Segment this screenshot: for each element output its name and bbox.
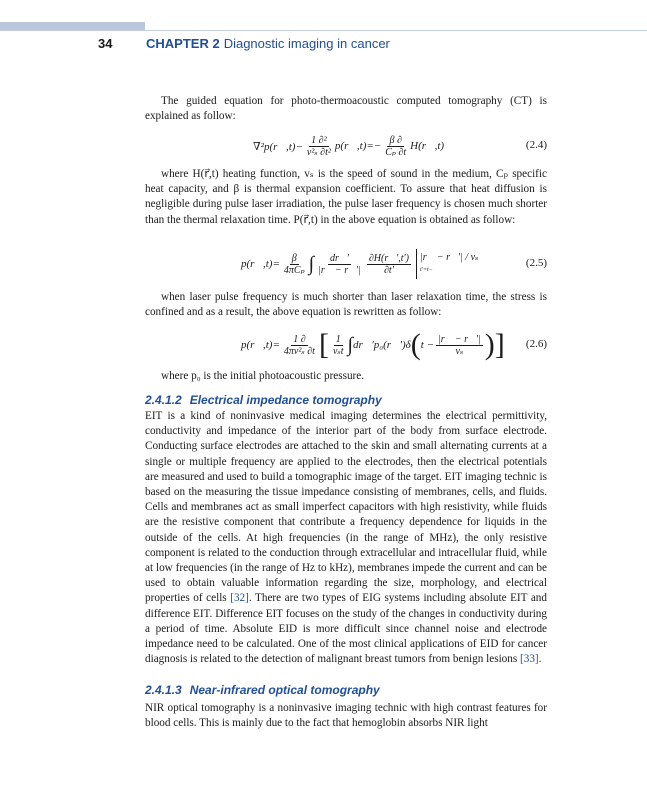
eq24-lhs: ∇²p(r⃗,t)− <box>253 140 303 153</box>
eq25-lhs: p(r⃗,t)= <box>241 258 280 270</box>
equation-2-6 <box>145 327 547 363</box>
eq25-number: (2.5) <box>525 257 547 269</box>
para-nir: NIR optical tomography is a noninvasive imaging technic with high contrast features for blood cells. This is mainly due to the fact that hemoglobin absorbs NIR light <box>145 702 547 730</box>
eq25-frac3: $\frac{\partial H(r⃗',t')}{\partial t'}$ <box>368 252 410 276</box>
eq24-frac2: $\frac{\beta \partial}{\text{Cₚ ∂t}}$ <box>385 134 407 158</box>
section-title: Electrical impedance tomography <box>189 393 382 407</box>
eq26-frac2: $\frac{1}{\text{vₛt}}$ <box>332 333 344 357</box>
intro-paragraph: The guided equation for photo-thermoacoustic computed tomography (CT) is explained as follow: <box>145 95 547 123</box>
eq24-rhs: H(r⃗,t) <box>410 140 445 152</box>
eq25-frac1: $\frac{\beta}{\text{4πCₚ}}$ <box>283 252 305 276</box>
section-title: Near-infrared optical tomography <box>189 683 380 697</box>
eq26-right-bracket: ] <box>494 328 505 361</box>
section-heading-eit <box>145 393 382 407</box>
running-header <box>0 36 647 54</box>
para-eit: EIT is a kind of noninvasive medical imaging determines the electrical permittivity, conductivity and impedance of the interior part of the body from surface electrode. Conducting surface electrodes are attached to the skin and small alternating currents at a single or multiple frequency are applied to the electrodes, then the electrical potentials are measured and used to build a tomographic image of the target. EIT imaging technic is based on the measuring the tissue impedance consisting of membranes, cells, and fluids. Cells and membranes act as small imperfect capacitors with high resistivity, while fluids are the resistive component that contribute a frequency dependence for liquids in the outside of the cells. At high frequencies (in the range of MHz), the only resistive component is related to the conduction through extracellular and intracellular fluid, while at low frequencies (in the range of Hz to kHz), membranes impede the current and can be used to obtain valuable information regarding the size, morphology, and electrical properties of cells [32]. There are two types of EIG systems including absolute EIT and difference EIT. Difference EIT focuses on the study of the changes in conductivity during a period of time. Absolute EID is more difficult since channel noise and electrode impedance need to be calculated. One of the most clinical applications of EID for cancer diagnosis is related to the detection of malignant breast tumors from benign lesions [33]. <box>145 410 547 666</box>
eq26-inner: dr⃗′p₀(r⃗′)δ <box>353 339 411 351</box>
eq25-bar <box>416 249 417 279</box>
eq25-eval: |r⃗ − r⃗′| / vₛ t′=t− <box>420 252 479 273</box>
eq24-mid: p(r⃗,t)=− <box>334 140 382 152</box>
eq25-integral: ∫ <box>308 252 315 275</box>
section-number: 2.4.1.2 <box>145 393 182 407</box>
eq25-frac2: $\frac{dr⃗'}{|r⃗ - r⃗'|}$ <box>318 252 361 276</box>
equation-2-5 <box>145 246 547 282</box>
chapter-heading <box>146 36 390 51</box>
equation-2-4 <box>145 128 547 164</box>
eq26-right-paren: ) <box>484 328 495 361</box>
eq26-integral: ∫ <box>347 333 354 356</box>
top-rule <box>0 30 647 31</box>
eq24-frac1: $\frac{\text{1 ∂²}}{\text{v²ₛ ∂t²}}$ <box>306 134 331 158</box>
eq26-t-part: t − <box>420 339 435 351</box>
eq26-left-bracket: [ <box>318 328 329 361</box>
eq26-frac1: $\frac{1 \partial}{\text{4πv²ₛ ∂t}}$ <box>283 333 315 357</box>
section-heading-nir <box>145 683 380 697</box>
para-heating-function: where H(r⃗,t) heating function, vₛ is the speed of sound in the medium, Cₚ specific heat capacity, and β is thermal expansion coefficient. To assure that heat diffusion is negligible during pulse laser irradiation, the pulse laser frequency is chosen much shorter than the thermal relaxation time. P(r⃗,t) in the above equation is obtained as follow: <box>145 168 547 226</box>
eq24-number: (2.4) <box>525 139 547 151</box>
section-number: 2.4.1.3 <box>145 683 182 697</box>
eq26-lhs: p(r⃗,t)= <box>241 339 280 351</box>
chapter-title: Diagnostic imaging in cancer <box>223 36 390 51</box>
para-stress-confined: when laser pulse frequency is much shorter than laser relaxation time, the stress is confined and as a result, the above equation is rewritten as follow: <box>145 291 547 319</box>
chapter-label: CHAPTER 2 <box>146 36 220 51</box>
eq26-number: (2.6) <box>525 338 547 350</box>
eq26-left-paren: ( <box>410 328 421 361</box>
eq26-frac3: $\frac{|r⃗ - r⃗'|}{\text{vₛ}}$ <box>438 333 481 357</box>
citation-33[interactable]: [33] <box>520 653 539 666</box>
citation-32[interactable]: [32] <box>230 592 249 605</box>
page-number: 34 <box>98 36 113 51</box>
para-initial-pressure: where p₀ is the initial photoacoustic pressure. <box>161 370 365 382</box>
